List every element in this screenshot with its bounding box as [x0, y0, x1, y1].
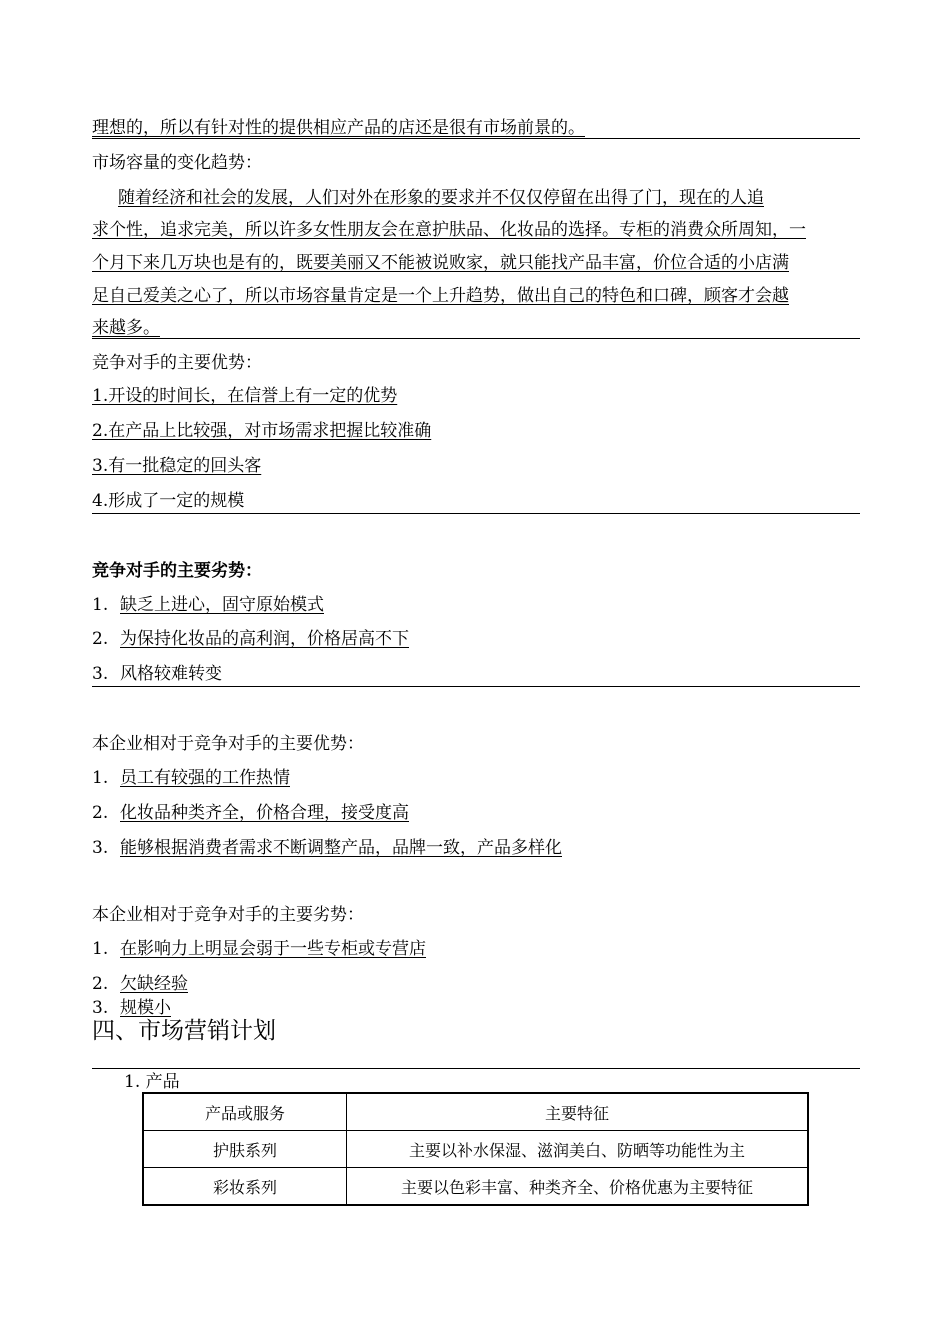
list-item	[92, 768, 290, 788]
section-heading: 四、市场营销计划	[92, 1018, 276, 1044]
list-item	[92, 664, 222, 684]
list-text: 在影响力上明显会弱于一些专柜或专营店	[120, 939, 426, 959]
list-text: 员工有较强的工作热情	[120, 768, 290, 788]
divider	[92, 513, 860, 514]
list-item	[92, 595, 324, 615]
product-table	[142, 1092, 809, 1206]
list-number: 2.	[92, 629, 109, 649]
list-text: 欠缺经验	[120, 974, 188, 994]
table-cell: 护肤系列	[143, 1131, 347, 1168]
list-text: 为保持化妆品的高利润，价格居高不下	[120, 629, 409, 649]
list-item	[92, 803, 409, 823]
list-item	[92, 939, 426, 959]
list-item	[92, 974, 188, 994]
capacity-paragraph-line: 来越多。	[92, 318, 160, 338]
table-header-row	[143, 1093, 808, 1131]
table-row	[143, 1168, 808, 1206]
list-text: 规模小	[120, 998, 171, 1018]
list-item: 4.形成了一定的规模	[92, 491, 245, 511]
divider	[92, 1068, 860, 1069]
list-text: 化妆品种类齐全，价格合理，接受度高	[120, 803, 409, 823]
capacity-paragraph-line: 随着经济和社会的发展，人们对外在形象的要求并不仅仅停留在出得了门，现在的人追	[118, 188, 764, 208]
list-text: 能够根据消费者需求不断调整产品，品牌一致，产品多样化	[120, 838, 562, 858]
list-number: 1.	[92, 768, 109, 788]
competitor-strengths-title: 竞争对手的主要优势：	[92, 353, 262, 373]
list-number: 3.	[92, 838, 109, 858]
list-number: 1.	[92, 939, 109, 959]
table-cell: 主要以色彩丰富、种类齐全、价格优惠为主要特征	[347, 1168, 809, 1206]
capacity-paragraph-line: 求个性，追求完美，所以许多女性朋友会在意护肤品、化妆品的选择。专柜的消费众所周知，一	[92, 220, 806, 240]
our-weaknesses-title: 本企业相对于竞争对手的主要劣势：	[92, 905, 364, 925]
list-item: 2.在产品上比较强，对市场需求把握比较准确	[92, 421, 432, 441]
table-header-cell: 主要特征	[347, 1093, 809, 1131]
list-item	[92, 838, 562, 858]
our-strengths-title: 本企业相对于竞争对手的主要优势：	[92, 734, 364, 754]
table-row	[143, 1131, 808, 1168]
divider	[92, 338, 860, 339]
table-cell: 彩妆系列	[143, 1168, 347, 1206]
capacity-paragraph-line: 足自己爱美之心了，所以市场容量肯定是一个上升趋势，做出自己的特色和口碑，顾客才会越	[92, 286, 789, 306]
intro-tail-text: 理想的，所以有针对性的提供相应产品的店还是很有市场前景的。	[92, 118, 585, 138]
list-number: 3.	[92, 998, 109, 1018]
capacity-paragraph-line: 个月下来几万块也是有的，既要美丽又不能被说败家，就只能找产品丰富，价位合适的小店满	[92, 253, 789, 273]
capacity-title: 市场容量的变化趋势：	[92, 153, 262, 173]
list-item	[92, 998, 171, 1018]
list-item	[92, 629, 409, 649]
list-text: 风格较难转变	[120, 664, 222, 684]
competitor-weaknesses-title: 竞争对手的主要劣势：	[92, 561, 262, 581]
list-item: 3.有一批稳定的回头客	[92, 456, 262, 476]
list-number: 2.	[92, 803, 109, 823]
list-number: 1.	[92, 595, 109, 615]
divider	[92, 138, 860, 139]
subsection-title: 1. 产品	[124, 1072, 180, 1092]
list-item: 1.开设的时间长，在信誉上有一定的优势	[92, 386, 398, 406]
list-number: 3.	[92, 664, 109, 684]
list-text: 缺乏上进心，固守原始模式	[120, 595, 324, 615]
list-number: 2.	[92, 974, 109, 994]
table-header-cell: 产品或服务	[143, 1093, 347, 1131]
table-cell: 主要以补水保湿、滋润美白、防晒等功能性为主	[347, 1131, 809, 1168]
divider	[92, 686, 860, 687]
